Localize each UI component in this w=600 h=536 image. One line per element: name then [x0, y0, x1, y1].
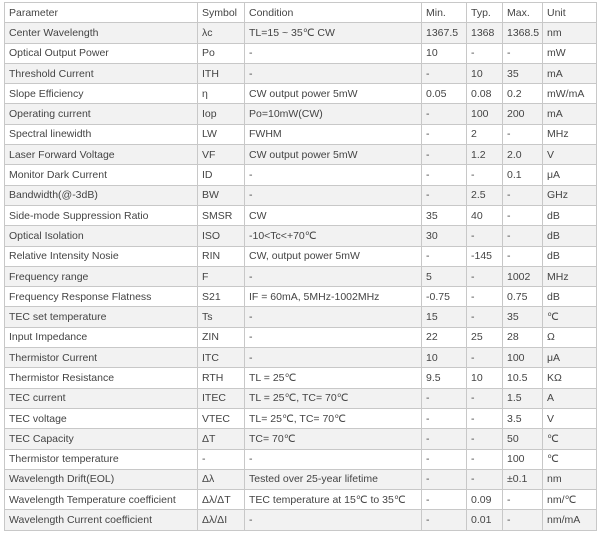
cell-condition: TEC temperature at 15℃ to 35℃: [245, 490, 422, 510]
cell-condition: CW output power 5mW: [245, 145, 422, 165]
cell-condition: CW: [245, 205, 422, 225]
cell-symbol: ITEC: [198, 388, 245, 408]
cell-symbol: Δλ/ΔI: [198, 510, 245, 530]
cell-typ: -: [467, 348, 503, 368]
cell-typ: 10: [467, 368, 503, 388]
cell-min: -: [422, 408, 467, 428]
cell-unit: MHz: [543, 124, 597, 144]
cell-condition: -: [245, 43, 422, 63]
cell-min: -: [422, 145, 467, 165]
cell-max: 0.2: [503, 84, 543, 104]
cell-typ: -: [467, 266, 503, 286]
cell-symbol: ISO: [198, 226, 245, 246]
cell-typ: -: [467, 408, 503, 428]
table-row: [5, 124, 597, 144]
cell-parameter: Optical Output Power: [5, 43, 198, 63]
cell-symbol: ITH: [198, 63, 245, 83]
cell-typ: 2.5: [467, 185, 503, 205]
cell-condition: TL = 25℃: [245, 368, 422, 388]
cell-min: 5: [422, 266, 467, 286]
cell-unit: dB: [543, 287, 597, 307]
cell-symbol: SMSR: [198, 205, 245, 225]
cell-unit: μA: [543, 348, 597, 368]
cell-min: 0.05: [422, 84, 467, 104]
cell-min: -: [422, 469, 467, 489]
cell-symbol: Ts: [198, 307, 245, 327]
cell-typ: 100: [467, 104, 503, 124]
table-body: [5, 23, 597, 530]
cell-unit: μA: [543, 165, 597, 185]
table-row: [5, 43, 597, 63]
cell-max: 200: [503, 104, 543, 124]
cell-max: 50: [503, 429, 543, 449]
cell-max: 3.5: [503, 408, 543, 428]
cell-max: 0.1: [503, 165, 543, 185]
cell-min: -: [422, 104, 467, 124]
cell-min: 22: [422, 327, 467, 347]
cell-unit: mA: [543, 104, 597, 124]
cell-unit: KΩ: [543, 368, 597, 388]
cell-symbol: Po: [198, 43, 245, 63]
table-row: [5, 490, 597, 510]
cell-symbol: RTH: [198, 368, 245, 388]
table-row: [5, 104, 597, 124]
cell-symbol: BW: [198, 185, 245, 205]
cell-max: 1002: [503, 266, 543, 286]
cell-typ: -: [467, 429, 503, 449]
cell-condition: -: [245, 266, 422, 286]
cell-parameter: Optical Isolation: [5, 226, 198, 246]
cell-typ: 0.08: [467, 84, 503, 104]
cell-parameter: Frequency Response Flatness: [5, 287, 198, 307]
cell-condition: -: [245, 348, 422, 368]
cell-condition: -: [245, 185, 422, 205]
cell-typ: 2: [467, 124, 503, 144]
cell-max: 10.5: [503, 368, 543, 388]
cell-condition: Tested over 25-year lifetime: [245, 469, 422, 489]
cell-parameter: Slope Efficiency: [5, 84, 198, 104]
cell-max: 35: [503, 63, 543, 83]
cell-typ: -: [467, 449, 503, 469]
cell-condition: -: [245, 165, 422, 185]
table-row: [5, 165, 597, 185]
cell-condition: -: [245, 510, 422, 530]
cell-unit: dB: [543, 226, 597, 246]
cell-max: 1368.5: [503, 23, 543, 43]
col-header-typ: Typ.: [467, 3, 503, 23]
cell-typ: 1368: [467, 23, 503, 43]
cell-symbol: ΔT: [198, 429, 245, 449]
cell-max: -: [503, 124, 543, 144]
cell-typ: -: [467, 165, 503, 185]
cell-unit: ℃: [543, 449, 597, 469]
cell-condition: -: [245, 327, 422, 347]
cell-max: 2.0: [503, 145, 543, 165]
cell-parameter: Operating current: [5, 104, 198, 124]
cell-min: 15: [422, 307, 467, 327]
cell-symbol: Δλ: [198, 469, 245, 489]
cell-max: -: [503, 246, 543, 266]
cell-max: -: [503, 43, 543, 63]
cell-condition: Po=10mW(CW): [245, 104, 422, 124]
cell-min: 35: [422, 205, 467, 225]
table-row: [5, 307, 597, 327]
cell-min: 1367.5: [422, 23, 467, 43]
table-row: [5, 408, 597, 428]
cell-max: -: [503, 510, 543, 530]
spec-table: [4, 2, 597, 531]
table-row: [5, 63, 597, 83]
cell-typ: -: [467, 388, 503, 408]
col-header-min: Min.: [422, 3, 467, 23]
cell-symbol: S21: [198, 287, 245, 307]
cell-parameter: TEC voltage: [5, 408, 198, 428]
cell-max: -: [503, 490, 543, 510]
cell-min: -: [422, 449, 467, 469]
cell-max: 100: [503, 449, 543, 469]
cell-parameter: TEC set temperature: [5, 307, 198, 327]
cell-unit: nm/mA: [543, 510, 597, 530]
table-row: [5, 287, 597, 307]
cell-parameter: Threshold Current: [5, 63, 198, 83]
table-row: [5, 388, 597, 408]
cell-unit: mW: [543, 43, 597, 63]
col-header-parameter: Parameter: [5, 3, 198, 23]
cell-parameter: Wavelength Drift(EOL): [5, 469, 198, 489]
cell-condition: CW output power 5mW: [245, 84, 422, 104]
cell-condition: -: [245, 63, 422, 83]
table-row: [5, 205, 597, 225]
col-header-unit: Unit: [543, 3, 597, 23]
cell-typ: -: [467, 469, 503, 489]
cell-min: -: [422, 490, 467, 510]
cell-min: -: [422, 124, 467, 144]
cell-condition: -: [245, 449, 422, 469]
cell-symbol: η: [198, 84, 245, 104]
cell-symbol: F: [198, 266, 245, 286]
cell-unit: ℃: [543, 429, 597, 449]
cell-max: ±0.1: [503, 469, 543, 489]
col-header-symbol: Symbol: [198, 3, 245, 23]
cell-parameter: Side-mode Suppression Ratio: [5, 205, 198, 225]
cell-condition: -10<Tc<+70℃: [245, 226, 422, 246]
col-header-condition: Condition: [245, 3, 422, 23]
cell-typ: 25: [467, 327, 503, 347]
cell-min: -: [422, 63, 467, 83]
cell-symbol: VTEC: [198, 408, 245, 428]
cell-unit: mW/mA: [543, 84, 597, 104]
cell-condition: CW, output power 5mW: [245, 246, 422, 266]
table-row: [5, 510, 597, 530]
table-row: [5, 84, 597, 104]
cell-unit: nm: [543, 23, 597, 43]
cell-typ: -: [467, 226, 503, 246]
cell-parameter: Thermistor Current: [5, 348, 198, 368]
cell-unit: nm: [543, 469, 597, 489]
cell-min: -: [422, 246, 467, 266]
cell-parameter: TEC Capacity: [5, 429, 198, 449]
table-header-row: [5, 3, 597, 23]
cell-max: 1.5: [503, 388, 543, 408]
cell-typ: -: [467, 307, 503, 327]
cell-max: -: [503, 226, 543, 246]
cell-parameter: Thermistor Resistance: [5, 368, 198, 388]
cell-unit: V: [543, 408, 597, 428]
cell-condition: FWHM: [245, 124, 422, 144]
table-row: [5, 469, 597, 489]
table-row: [5, 23, 597, 43]
cell-parameter: Relative Intensity Nosie: [5, 246, 198, 266]
table-row: [5, 266, 597, 286]
cell-max: 35: [503, 307, 543, 327]
cell-unit: GHz: [543, 185, 597, 205]
cell-typ: -145: [467, 246, 503, 266]
cell-unit: dB: [543, 205, 597, 225]
cell-min: -: [422, 185, 467, 205]
cell-parameter: TEC current: [5, 388, 198, 408]
cell-symbol: ID: [198, 165, 245, 185]
cell-unit: Ω: [543, 327, 597, 347]
cell-typ: 1.2: [467, 145, 503, 165]
cell-min: 30: [422, 226, 467, 246]
cell-condition: -: [245, 307, 422, 327]
cell-symbol: Iop: [198, 104, 245, 124]
cell-condition: TC= 70℃: [245, 429, 422, 449]
cell-min: 9.5: [422, 368, 467, 388]
cell-min: 10: [422, 43, 467, 63]
cell-min: -0.75: [422, 287, 467, 307]
cell-condition: TL=15 ~ 35℃ CW: [245, 23, 422, 43]
cell-symbol: ZIN: [198, 327, 245, 347]
cell-symbol: Δλ/ΔT: [198, 490, 245, 510]
cell-min: -: [422, 165, 467, 185]
cell-parameter: Input Impedance: [5, 327, 198, 347]
cell-max: 28: [503, 327, 543, 347]
cell-typ: 40: [467, 205, 503, 225]
cell-min: -: [422, 429, 467, 449]
table-row: [5, 449, 597, 469]
table-row: [5, 226, 597, 246]
cell-parameter: Thermistor temperature: [5, 449, 198, 469]
cell-typ: 10: [467, 63, 503, 83]
cell-min: -: [422, 510, 467, 530]
cell-symbol: ITC: [198, 348, 245, 368]
cell-parameter: Wavelength Temperature coefficient: [5, 490, 198, 510]
cell-unit: mA: [543, 63, 597, 83]
cell-typ: -: [467, 287, 503, 307]
cell-max: -: [503, 185, 543, 205]
cell-unit: nm/℃: [543, 490, 597, 510]
cell-symbol: VF: [198, 145, 245, 165]
cell-parameter: Center Wavelength: [5, 23, 198, 43]
table-row: [5, 429, 597, 449]
table-row: [5, 185, 597, 205]
cell-max: 100: [503, 348, 543, 368]
cell-parameter: Spectral linewidth: [5, 124, 198, 144]
cell-typ: 0.09: [467, 490, 503, 510]
cell-parameter: Wavelength Current coefficient: [5, 510, 198, 530]
cell-typ: 0.01: [467, 510, 503, 530]
cell-parameter: Frequency range: [5, 266, 198, 286]
cell-symbol: RIN: [198, 246, 245, 266]
table-row: [5, 327, 597, 347]
cell-unit: MHz: [543, 266, 597, 286]
cell-unit: dB: [543, 246, 597, 266]
cell-typ: -: [467, 43, 503, 63]
table-row: [5, 348, 597, 368]
cell-parameter: Monitor Dark Current: [5, 165, 198, 185]
cell-max: 0.75: [503, 287, 543, 307]
cell-unit: ℃: [543, 307, 597, 327]
cell-parameter: Bandwidth(@-3dB): [5, 185, 198, 205]
table-row: [5, 368, 597, 388]
cell-condition: IF = 60mA, 5MHz-1002MHz: [245, 287, 422, 307]
cell-condition: TL= 25℃, TC= 70℃: [245, 408, 422, 428]
table-row: [5, 145, 597, 165]
cell-unit: A: [543, 388, 597, 408]
cell-condition: TL = 25℃, TC= 70℃: [245, 388, 422, 408]
col-header-max: Max.: [503, 3, 543, 23]
cell-unit: V: [543, 145, 597, 165]
cell-parameter: Laser Forward Voltage: [5, 145, 198, 165]
cell-max: -: [503, 205, 543, 225]
cell-symbol: LW: [198, 124, 245, 144]
cell-min: 10: [422, 348, 467, 368]
cell-symbol: λc: [198, 23, 245, 43]
cell-symbol: -: [198, 449, 245, 469]
table-row: [5, 246, 597, 266]
cell-min: -: [422, 388, 467, 408]
